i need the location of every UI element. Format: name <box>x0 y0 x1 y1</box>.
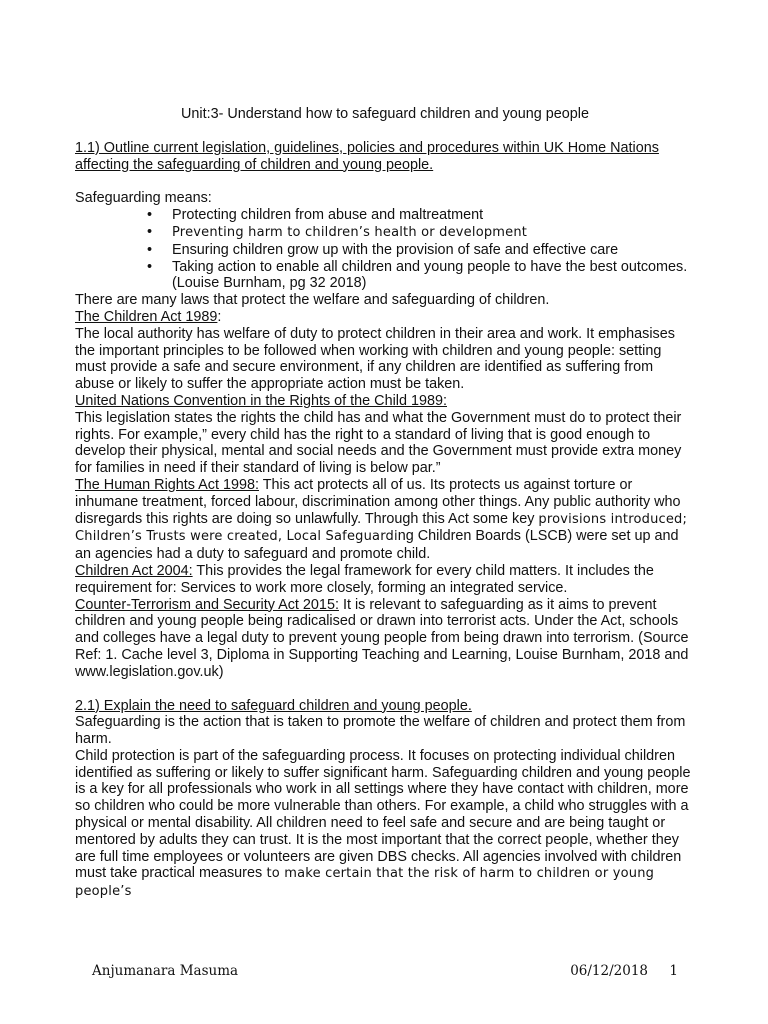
law-uncrc-text: This legislation states the rights the child has and what the Government must do to protect their rights. For example,” every child has the right to a standard of living that is good enough to develop their physical, mental and social needs and the Government must provide extra money for families in need if their standard of living is below par.” <box>75 409 682 477</box>
law-counter-terrorism-paragraph: Counter-Terrorism and Security Act 2015: It is relevant to safeguarding as it aims to prevent children and young people being radicalised or drawn into terrorist acts. Under the Act, schools and colleges have a legal duty to prevent young people from being drawn into terrorism. (Source Ref: 1. Cache level 3, Diploma in Supporting Teaching and Learning, Louise Burnham, 2018 and www.legislation.gov.uk) <box>75 596 689 680</box>
law-human-rights-act-paragraph: The Human Rights Act 1998: This act protects all of us. Its protects us against torture or inhumane treatment, forced labour, discrimination among other things. Any public authority who disregards this rights are doing so unlawfully. Through this Act some key provisions introduced; Children’s Trusts were created, Local Safeguarding Children Boards (LSCB) were set up and an agencies had a duty to safeguard and promote child. <box>75 476 688 563</box>
section-1-heading: 1.1) Outline current legislation, guidelines, policies and procedures within UK Home Nations affecting the safeguarding of children and young people. <box>75 139 659 173</box>
section-2-paragraph-1: Safeguarding is the action that is taken to promote the welfare of children and protect them from harm. <box>75 714 686 748</box>
safeguarding-bullet-list <box>75 207 695 292</box>
bullet-item: • Protecting children from abuse and maltreatment <box>147 207 484 224</box>
bullet-icon: • <box>147 223 153 240</box>
law-uncrc-heading: United Nations Convention in the Rights of the Child 1989: <box>75 392 447 409</box>
document-page <box>75 106 695 901</box>
bullet-icon: • <box>147 241 153 258</box>
law-counter-terrorism-heading: Counter-Terrorism and Security Act 2015: <box>75 596 339 613</box>
bullet-item: • Taking action to enable all children and young people to have the best outcomes. (Louise Burnham, pg 32 2018) <box>147 258 688 292</box>
bullet-icon: • <box>147 207 153 224</box>
law-children-act-1989-heading: The Children Act 1989: <box>75 308 222 325</box>
law-human-rights-act-heading: The Human Rights Act 1998: <box>75 476 259 493</box>
footer-date: 06/12/2018 <box>570 963 648 979</box>
document-title: Unit:3- Understand how to safeguard children and young people <box>180 106 589 122</box>
footer-page-number: 1 <box>669 963 678 979</box>
laws-intro: There are many laws that protect the welfare and safeguarding of children. <box>75 292 550 309</box>
bullet-icon: • <box>147 258 153 275</box>
safeguarding-intro: Safeguarding means: <box>75 190 212 207</box>
section-2-paragraph-2: Child protection is part of the safeguarding process. It focuses on protecting individual children identified as suffering or likely to suffer significant harm. Safeguarding children and young people is a key for all professionals who work in all settings where they have contact with children, more so children who could be more vulnerable than others. For example, a child who struggles with a physical or mental disability. All children need to feel safe and secure and are being taught or mentored by adults they can trust. It is the most important that the correct people, whether they are full time employees or volunteers are given DBS checks. All agencies involved with children must take practical measures to make certain that the risk of harm to children or young people’s <box>75 747 691 900</box>
law-children-act-1989-text: The local authority has welfare of duty to protect children in their area and work. It emphasises the important principles to be followed when working with children and young people: setting must provide a safe and secure environment, if any children are identified as suffering from abuse or likely to suffer the appropriate action must be taken. <box>75 325 675 393</box>
bullet-item: • Ensuring children grow up with the provision of safe and effective care <box>147 241 619 258</box>
law-children-act-2004-paragraph: Children Act 2004: This provides the legal framework for every child matters. It includes the requirement for: Services to work more closely, forming an integrated service. <box>75 562 654 596</box>
section-2-heading: 2.1) Explain the need to safeguard children and young people. <box>75 697 472 714</box>
footer-author: Anjumanara Masuma <box>92 963 239 979</box>
law-children-act-2004-heading: Children Act 2004: <box>75 562 193 579</box>
bullet-item: • Preventing harm to children’s health or development <box>147 223 528 240</box>
page-footer <box>92 963 680 979</box>
